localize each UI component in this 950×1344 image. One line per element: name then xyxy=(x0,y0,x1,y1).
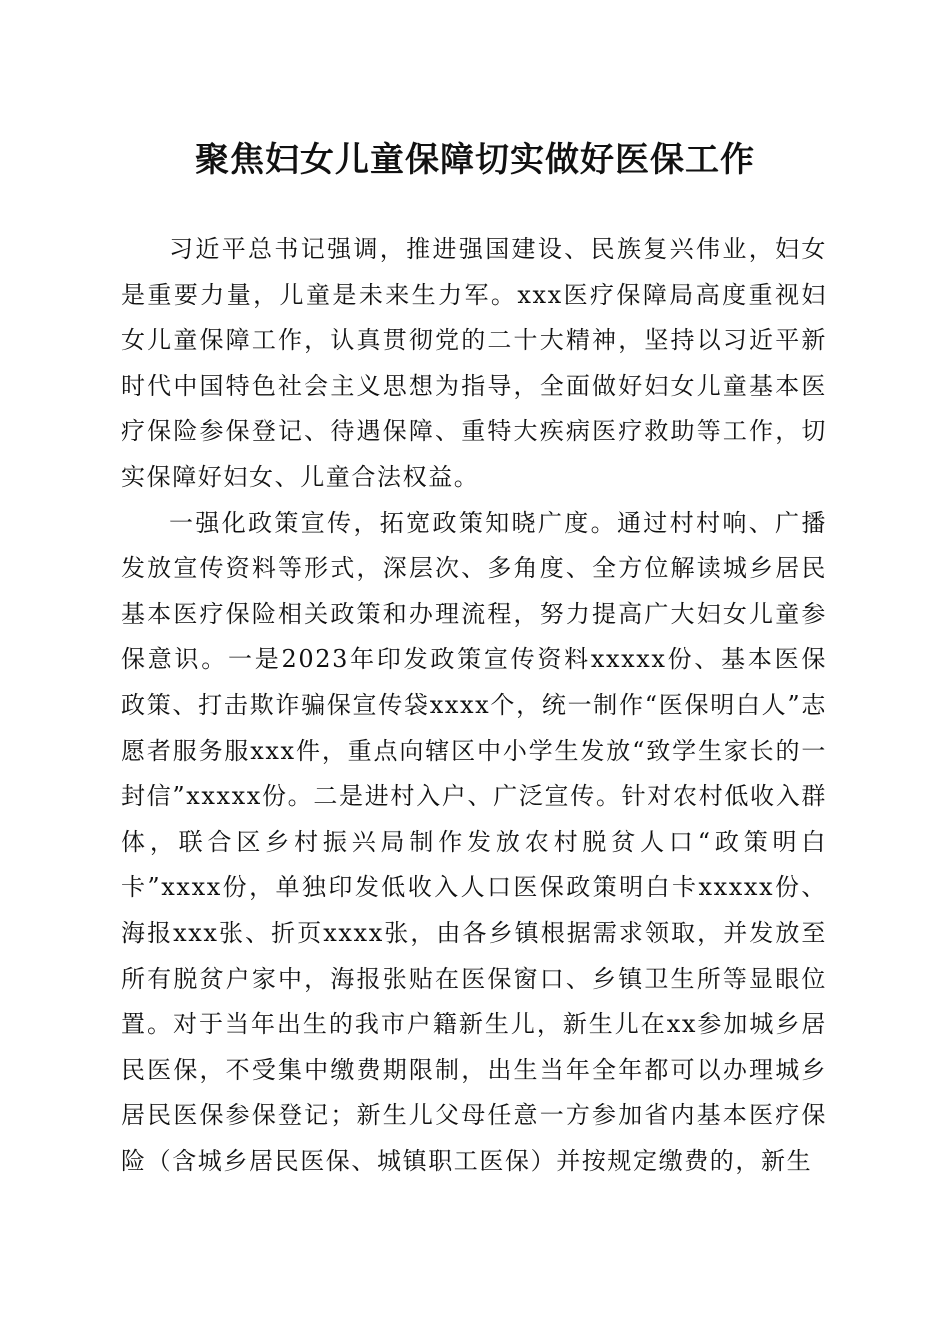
document-title: 聚焦妇女儿童保障切实做好医保工作 xyxy=(195,140,755,180)
paragraph-policy-promotion: 一强化政策宣传，拓宽政策知晓广度。通过村村响、广播发放宣传资料等形式，深层次、多角度、全方位解读城乡居民基本医疗保险相关政策和办理流程，努力提高广大妇女儿童参保意识。一是2023年印发政策宣传资料xxxxx份、基本医保政策、打击欺诈骗保宣传袋xxxx个，统一制作“医保明白人”志愿者服务服xxx件，重点向辖区中小学生发放“致学生家长的一封信”xxxxx份。二是进村入户、广泛宣传。针对农村低收入群体，联合区乡村振兴局制作发放农村脱贫人口“政策明白卡”xxxx份，单独印发低收入人口医保政策明白卡xxxxx份、海报xxx张、折页xxxx张，由各乡镇根据需求领取，并发放至所有脱贫户家中，海报张贴在医保窗口、乡镇卫生所等显眼位置。对于当年出生的我市户籍新生儿，新生儿在xx参加城乡居民医保，不受集中缴费期限制，出生当年全年都可以办理城乡居民医保参保登记；新生儿父母任意一方参加省内基本医疗保险（含城乡居民医保、城镇职工医保）并按规定缴费的，新生 xyxy=(121,508,827,1175)
paragraph-intro: 习近平总书记强调，推进强国建设、民族复兴伟业，妇女是重要力量，儿童是未来生力军。xxx医疗保障局高度重视妇女儿童保障工作，认真贯彻党的二十大精神，坚持以习近平新时代中国特色社会主义思想为指导，全面做好妇女儿童基本医疗保险参保登记、待遇保障、重特大疾病医疗救助等工作，切实保障好妇女、儿童合法权益。 xyxy=(121,235,827,491)
document-body xyxy=(121,227,827,1184)
